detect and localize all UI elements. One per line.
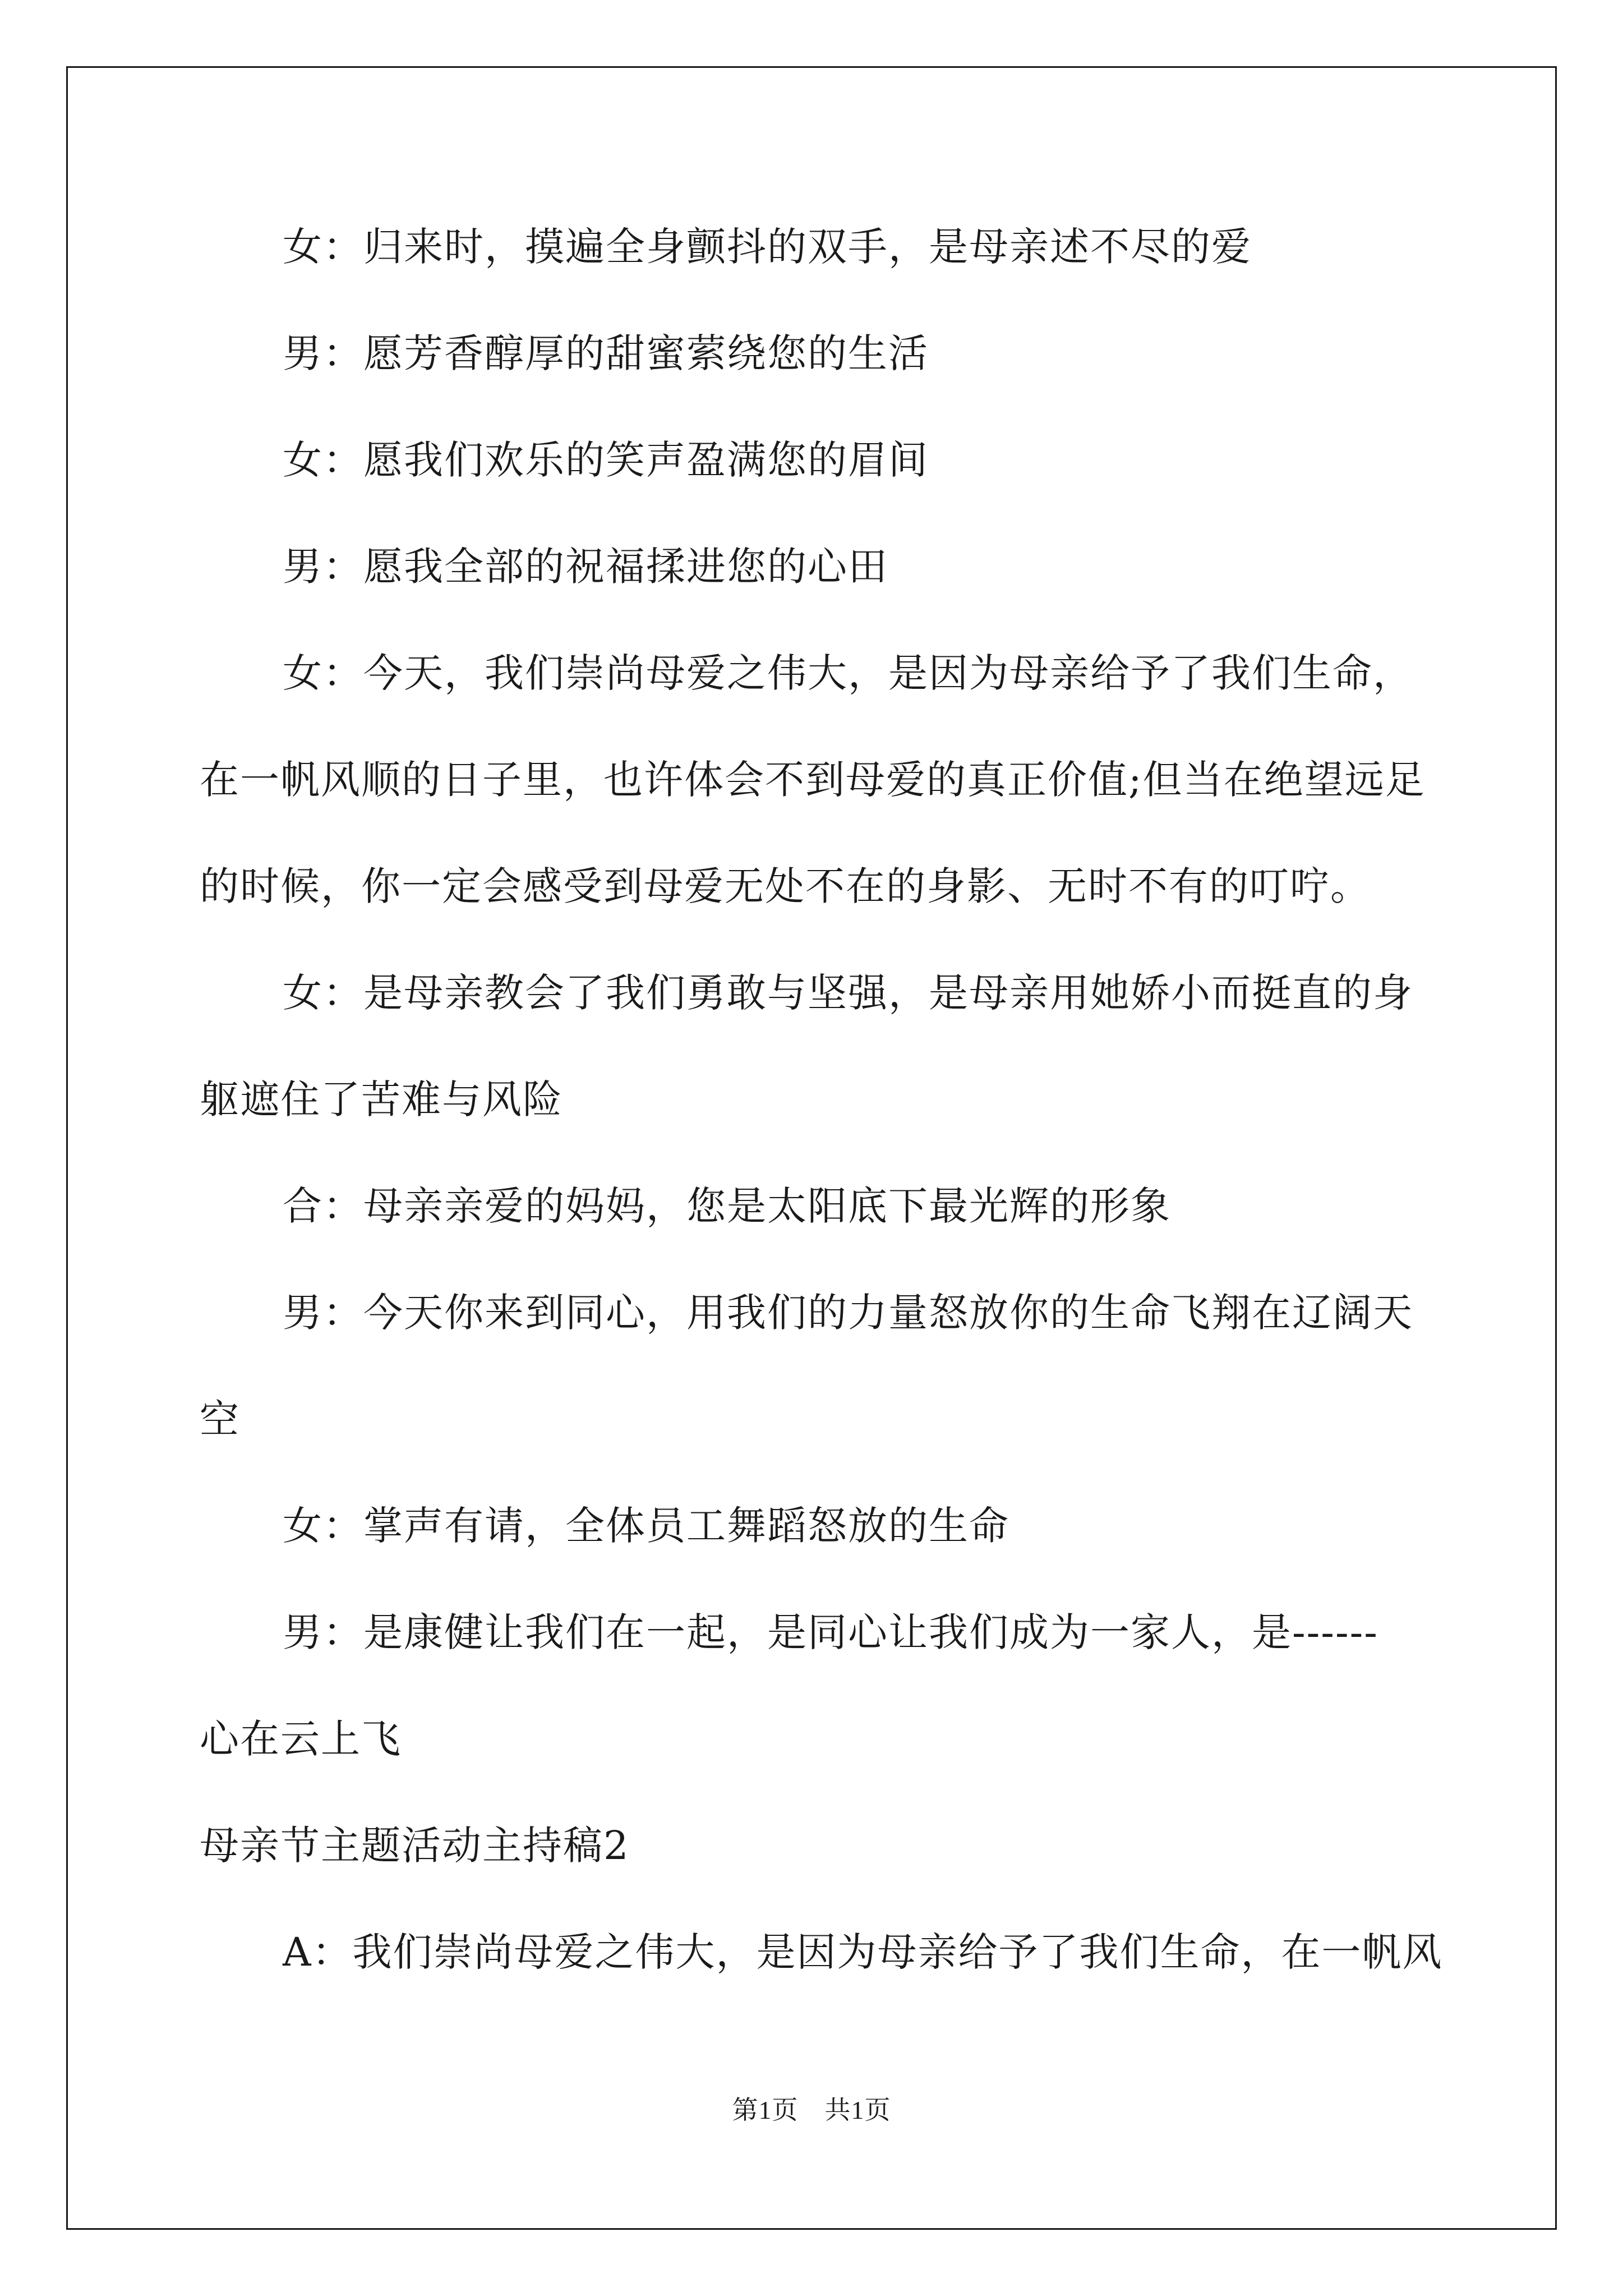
paragraph-line: 女：是母亲教会了我们勇敢与坚强，是母亲用她娇小而挺直的身	[283, 970, 1413, 1016]
paragraph-line: 男：今天你来到同心，用我们的力量怒放你的生命飞翔在辽阔天	[283, 1290, 1413, 1336]
paragraph-line: 女：愿我们欢乐的笑声盈满您的眉间	[283, 437, 929, 483]
paragraph-line: 男：是康健让我们在一起，是同心让我们成为一家人，是------	[283, 1609, 1378, 1655]
paragraph-line: 心在云上飞	[200, 1716, 402, 1762]
paragraph-line: 女：今天，我们崇尚母爱之伟大，是因为母亲给予了我们生命，	[283, 650, 1413, 696]
paragraph-line: 男：愿芳香醇厚的甜蜜萦绕您的生活	[283, 330, 929, 376]
paragraph-line: 男：愿我全部的祝福揉进您的心田	[283, 544, 888, 590]
paragraph-line: 在一帆风顺的日子里，也许体会不到母爱的真正价值;但当在绝望远足	[200, 757, 1426, 803]
paragraph-line: A：我们崇尚母爱之伟大，是因为母亲给予了我们生命，在一帆风	[283, 1929, 1443, 1975]
paragraph-line: 躯遮住了苦难与风险	[200, 1076, 563, 1122]
page-footer: 第1页 共1页	[732, 2096, 891, 2124]
paragraph-line: 女：掌声有请，全体员工舞蹈怒放的生命	[283, 1503, 1009, 1549]
paragraph-line: 女：归来时，摸遍全身颤抖的双手，是母亲述不尽的爱	[283, 224, 1252, 270]
paragraph-line: 空	[200, 1396, 240, 1442]
section-heading: 母亲节主题活动主持稿2	[200, 1823, 630, 1869]
paragraph-line: 合：母亲亲爱的妈妈，您是太阳底下最光辉的形象	[283, 1183, 1171, 1229]
paragraph-line: 的时候，你一定会感受到母爱无处不在的身影、无时不有的叮咛。	[200, 863, 1371, 909]
page-border	[66, 66, 1557, 2230]
